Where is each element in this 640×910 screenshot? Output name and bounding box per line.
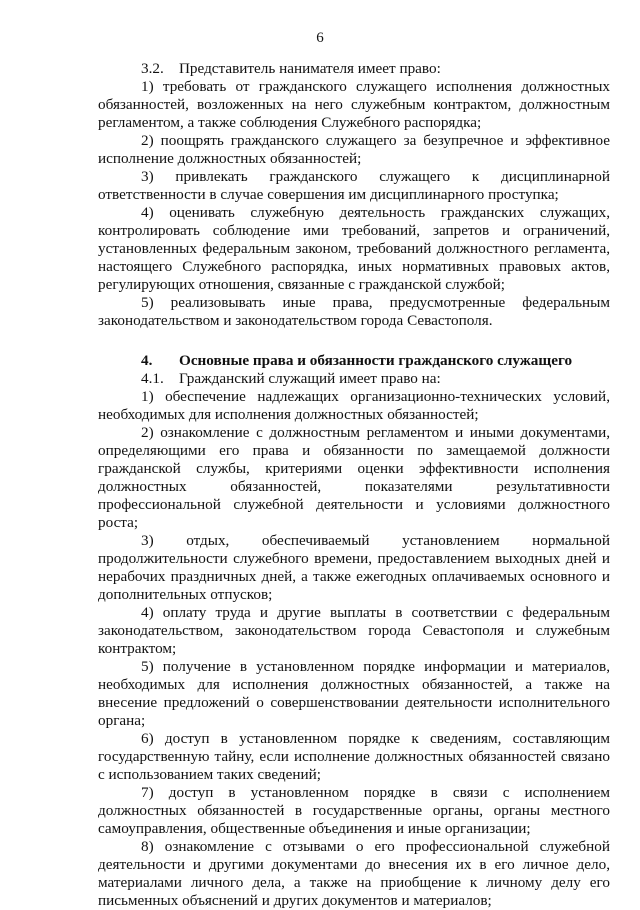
section-4-1-item-4: 4) оплату труда и другие выплаты в соответствии с федеральным законодательством, законодательством города Севастополя и служебным контрактом; [98,604,610,657]
section-3-2-item-4: 4) оценивать служебную деятельность гражданских служащих, контролировать соблюдение ими требований, запретов и ограничений, установленных федеральным законом, требований должностного регламента, настоящего Служебного распорядка, иных нормативных правовых актов, регулирующих отношения, связанные с гражданской службой; [98,204,610,293]
section-3-2-item-3: 3) привлекать гражданского служащего к дисциплинарной ответственности в случае совершения им дисциплинарного проступка; [98,168,610,203]
section-4-1-item-6: 6) доступ в установленном порядке к сведениям, составляющим государственную тайну, если исполнение должностных обязанностей связано с использованием таких сведений; [98,730,610,783]
section-spacer [98,330,610,352]
section-3-2-item-1: 1) требовать от гражданского служащего исполнения должностных обязанностей, возложенных на него служебным контрактом, должностным регламентом, а также соблюдения Служебного распорядка; [98,78,610,131]
section-4-1-item-1: 1) обеспечение надлежащих организационно-технических условий, необходимых для исполнения должностных обязанностей; [98,388,610,423]
section-4-1-item-8: 8) ознакомление с отзывами о его профессиональной служебной деятельности и другими документами до внесения их в его личное дело, материалами личного дела, а также на приобщение к личному делу его письменных объяснений и других документов и материалов; [98,838,610,909]
section-4-1-item-3: 3) отдых, обеспечиваемый установлением нормальной продолжительности служебного времени, предоставлением выходных дней и нерабочих праздничных дней, а также ежегодных оплачиваемых основного и дополнительных отпусков; [98,532,610,603]
section-3-2-item-2: 2) поощрять гражданского служащего за безупречное и эффективное исполнение должностных обязанностей; [98,132,610,167]
section-4-heading [98,352,610,370]
document-body [98,60,610,910]
section-4-1-item-2: 2) ознакомление с должностным регламентом и иными документами, определяющими его права и обязанности по замещаемой должности гражданской службы, критериями оценки эффективности исполнения должностных обязанностей, показателями результативности профессиональной служебной деятельности и условиями должностного роста; [98,424,610,531]
section-4-title: Основные права и обязанности гражданского служащего [179,352,573,369]
section-4 [98,352,610,910]
section-4-1-intro: 4.1. Гражданский служащий имеет право на: [141,370,441,387]
section-4-1-item-5: 5) получение в установленном порядке информации и материалов, необходимых для исполнения должностных обязанностей, а также на внесение предложений о совершенствовании деятельности исполнительного органа; [98,658,610,729]
section-3-2-intro: 3.2. Представитель нанимателя имеет право: [141,60,441,77]
section-3-2 [98,60,610,330]
section-4-1-item-7: 7) доступ в установленном порядке в связи с исполнением должностных обязанностей в государственные органы, органы местного самоуправления, общественные объединения и иные организации; [98,784,610,837]
page-number: 6 [316,30,324,46]
section-3-2-item-5: 5) реализовывать иные права, предусмотренные федеральным законодательством и законодательством города Севастополя. [98,294,610,329]
section-4-number: 4. [141,352,153,369]
